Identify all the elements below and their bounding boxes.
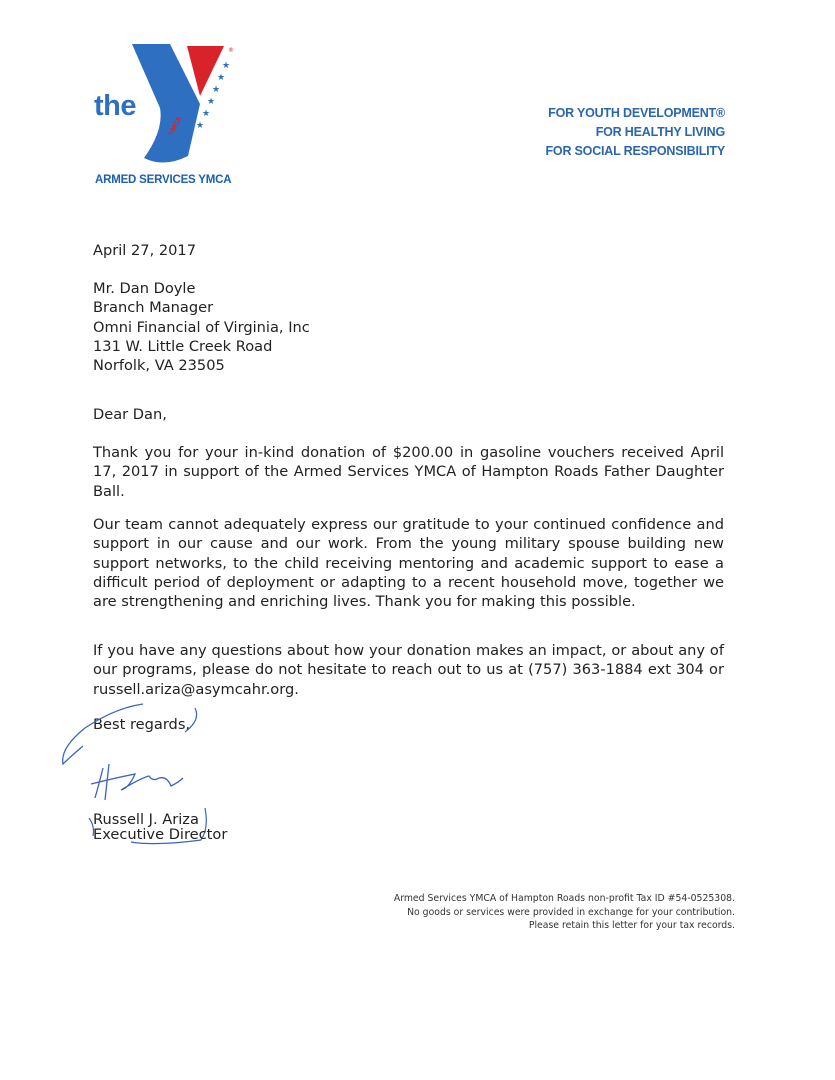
recipient-street: 131 W. Little Creek Road xyxy=(93,337,273,355)
footer-tax-id: Armed Services YMCA of Hampton Roads non-profit Tax ID #54-0525308. xyxy=(393,893,735,904)
recipient-name: Mr. Dan Doyle xyxy=(93,280,196,297)
tax-footer xyxy=(394,892,735,933)
recipient-company: Omni Financial of Virginia, Inc xyxy=(93,318,310,336)
footer-no-goods: No goods or services were provided in exchange for your contribution. xyxy=(407,906,735,918)
ymca-logo xyxy=(92,38,252,168)
recipient-title: Branch Manager xyxy=(93,299,214,317)
salutation: Dear Dan, xyxy=(93,406,167,423)
tagline-healthy: FOR HEALTHY LIVING xyxy=(595,125,725,139)
recipient-address xyxy=(93,279,724,375)
footer-retain: Please retain this letter for your tax records. xyxy=(528,920,735,932)
svg-text:★: ★ xyxy=(217,73,226,83)
tagline-social: FOR SOCIAL RESPONSIBILITY xyxy=(545,144,725,158)
svg-text:★: ★ xyxy=(196,121,205,131)
tagline-youth: FOR YOUTH DEVELOPMENT® xyxy=(548,106,725,120)
svg-text:®: ® xyxy=(228,47,234,54)
svg-text:★: ★ xyxy=(202,109,211,119)
paragraph-gratitude: Our team cannot adequately express our gratitude to your continued confidence and support in our cause and our work. From the young military spouse building new support networks, to the child receiving mentoring and academic support to ease a difficult period of deployment or adapting to a recent household move, together we are strengthening and enriching lives. Thank you for making this possible. xyxy=(93,516,724,611)
letter-date: April 27, 2017 xyxy=(93,242,196,259)
paragraph-contact: If you have any questions about how your donation makes an impact, or about any of our programs, please do not hesitate to reach out to us at (757) 363-1884 ext 304 or russell.ariza@asymcahr.org. xyxy=(93,642,724,698)
signer-title: Executive Director xyxy=(93,826,228,843)
logo-brand-text: YMCA xyxy=(167,115,184,137)
signer-name: Russell J. Ariza xyxy=(93,811,199,828)
paragraph-thanks: Thank you for your in-kind donation of $200.00 in gasoline vouchers received April 17, 2017 in support of the Armed Services YMCA of Hampton Roads Father Daughter Ball. xyxy=(93,444,724,500)
svg-text:★: ★ xyxy=(212,85,221,95)
svg-text:★: ★ xyxy=(207,97,216,107)
logo-word: the xyxy=(94,90,136,122)
closing: Best regards, xyxy=(93,716,191,733)
tagline-block xyxy=(545,104,725,161)
svg-text:★: ★ xyxy=(222,61,231,71)
org-name: ARMED SERVICES YMCA xyxy=(95,174,232,186)
recipient-city: Norfolk, VA 23505 xyxy=(93,357,225,375)
